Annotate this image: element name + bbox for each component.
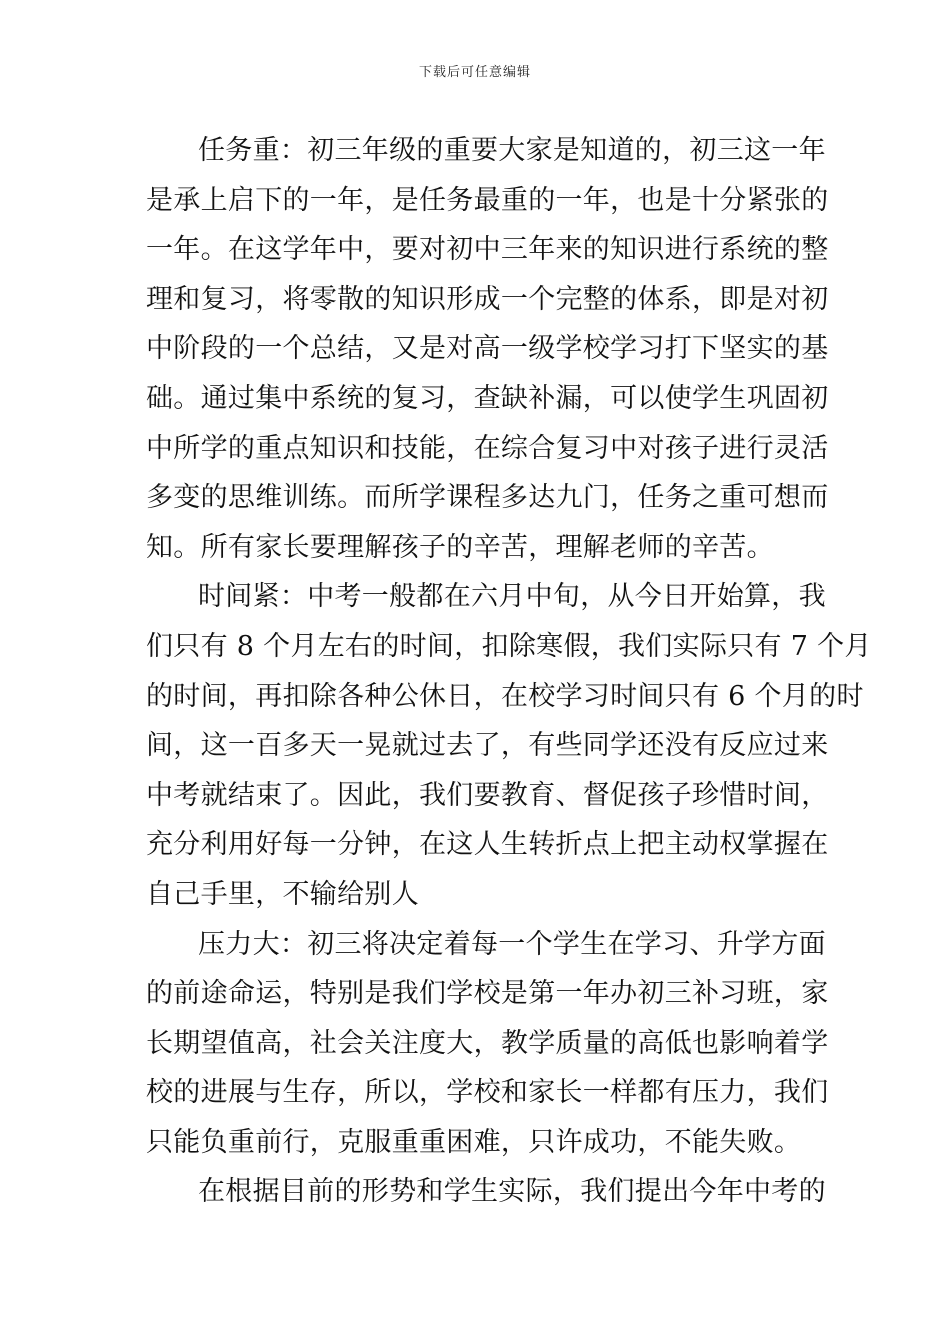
text-line: 中考就结束了。因此，我们要教育、督促孩子珍惜时间， xyxy=(146,779,829,811)
text-line: 的前途命运，特别是我们学校是第一年办初三补习班，家 xyxy=(146,978,829,1010)
text-line: 充分利用好每一分钟，在这人生转折点上把主动权掌握在 xyxy=(146,829,829,861)
text-line: 间，这一百多天一晃就过去了，有些同学还没有反应过来 xyxy=(146,730,829,762)
text-line: 时间紧：中考一般都在六月中旬，从今日开始算，我 xyxy=(198,581,826,613)
text-line: 础。通过集中系统的复习，查缺补漏，可以使学生巩固初 xyxy=(146,382,829,414)
text-line: 自己手里，不输给别人 xyxy=(146,878,419,910)
text-line: 们只有 8 个月左右的时间，扣除寒假，我们实际只有 7 个月 xyxy=(146,630,872,662)
text-line: 多变的思维训练。而所学课程多达九门，任务之重可想而 xyxy=(146,482,829,514)
text-line: 任务重：初三年级的重要大家是知道的，初三这一年 xyxy=(198,135,826,166)
text-line: 理和复习，将零散的知识形成一个完整的体系，即是对初 xyxy=(146,283,829,315)
paragraph-high-pressure xyxy=(146,920,829,1168)
text-line: 压力大：初三将决定着每一个学生在学习、升学方面 xyxy=(198,928,826,960)
paragraph-tight-time xyxy=(146,572,872,919)
paragraph-heavy-task xyxy=(146,126,829,572)
text-line: 中所学的重点知识和技能，在综合复习中对孩子进行灵活 xyxy=(146,432,829,464)
text-line: 是承上启下的一年，是任务最重的一年，也是十分紧张的 xyxy=(146,184,829,216)
text-line: 长期望值高，社会关注度大，教学质量的高低也影响着学 xyxy=(146,1027,829,1059)
text-line: 中阶段的一个总结，又是对高一级学校学习打下坚实的基 xyxy=(146,333,829,365)
text-line: 只能负重前行，克服重重困难，只许成功，不能失败。 xyxy=(146,1126,802,1158)
document-body xyxy=(146,126,872,1217)
text-line: 一年。在这学年中，要对初中三年来的知识进行系统的整 xyxy=(146,234,829,266)
text-line: 校的进展与生存，所以，学校和家长一样都有压力，我们 xyxy=(146,1077,829,1109)
paragraph-conclusion xyxy=(146,1167,826,1217)
text-line: 知。所有家长要理解孩子的辛苦，理解老师的辛苦。 xyxy=(146,531,774,563)
text-line: 的时间，再扣除各种公休日，在校学习时间只有 6 个月的时 xyxy=(146,680,864,712)
text-line: 在根据目前的形势和学生实际，我们提出今年中考的 xyxy=(198,1176,826,1208)
page-header: 下载后可任意编辑 xyxy=(418,65,531,80)
